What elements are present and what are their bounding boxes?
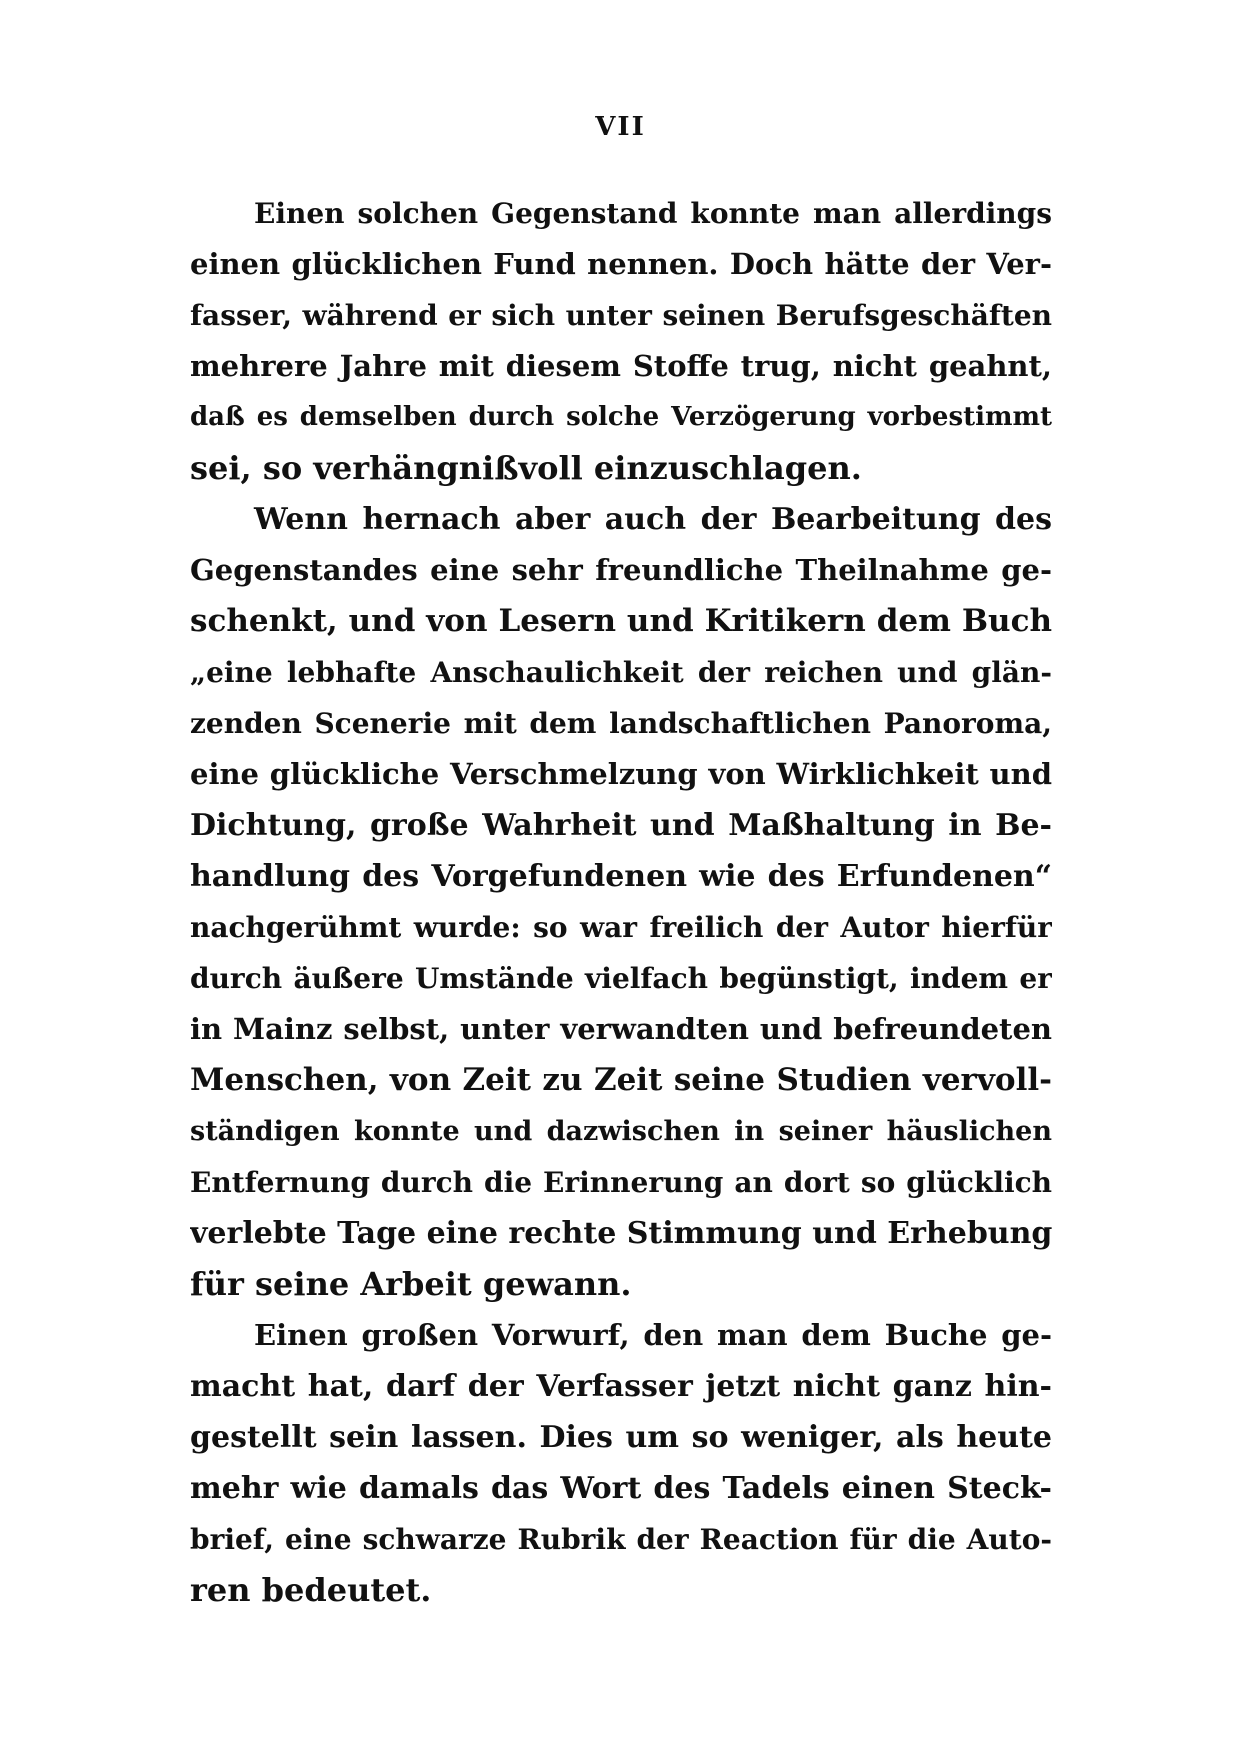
text-line: zenden Scenerie mit dem landschaftlichen Panoroma, bbox=[190, 707, 1052, 740]
text-line: Gegenstandes eine sehr freundliche Theilnahme ge- bbox=[190, 553, 1052, 587]
text-line: gestellt sein lassen. Dies um so weniger, als heute bbox=[190, 1420, 1052, 1455]
text-line: Dichtung, große Wahrheit und Maßhaltung in Be- bbox=[190, 808, 1052, 843]
page-number: VII bbox=[595, 112, 646, 142]
text-line: fasser, während er sich unter seinen Berufsgeschäften bbox=[190, 299, 1052, 332]
text-line: mehrere Jahre mit diesem Stoffe trug, nicht geahnt, bbox=[190, 349, 1052, 383]
text-line: „eine lebhafte Anschaulichkeit der reichen und glän- bbox=[190, 656, 1052, 689]
text-line: für seine Arbeit gewann. bbox=[190, 1265, 632, 1303]
text-line: ständigen konnte und dazwischen in seiner häuslichen bbox=[190, 1116, 1052, 1147]
text-line: ren bedeutet. bbox=[190, 1571, 432, 1609]
text-line: durch äußere Umstände vielfach begünstigt, indem er bbox=[190, 962, 1052, 995]
text-line: Einen solchen Gegenstand konnte man allerdings bbox=[254, 197, 1052, 230]
text-line: in Mainz selbst, unter verwandten und befreundeten bbox=[190, 1012, 1052, 1046]
text-line: Menschen, von Zeit zu Zeit seine Studien vervoll- bbox=[190, 1062, 1052, 1098]
text-line: brief, eine schwarze Rubrik der Reaction für die Auto- bbox=[190, 1523, 1052, 1556]
text-line: nachgerühmt wurde: so war freilich der Autor hierfür bbox=[190, 911, 1052, 944]
text-line: mehr wie damals das Wort des Tadels einen Steck- bbox=[190, 1471, 1052, 1506]
text-line: Entfernung durch die Erinnerung an dort so glücklich bbox=[190, 1166, 1052, 1199]
text-line: daß es demselben durch solche Verzögerung vorbestimmt bbox=[190, 402, 1052, 432]
text-line: verlebte Tage eine rechte Stimmung und Erhebung bbox=[190, 1216, 1052, 1251]
paragraph-3 bbox=[190, 1310, 1052, 1616]
text-line: einen glücklichen Fund nennen. Doch hätte der Ver- bbox=[190, 247, 1052, 281]
paragraph-1 bbox=[190, 188, 1052, 494]
text-line: sei, so verhängnißvoll einzuschlagen. bbox=[190, 449, 862, 487]
text-line: Wenn hernach aber auch der Bearbeitung des bbox=[254, 502, 1052, 537]
body-text bbox=[190, 188, 1052, 1616]
text-line: macht hat, darf der Verfasser jetzt nicht ganz hin- bbox=[190, 1369, 1052, 1404]
text-line: schenkt, und von Lesern und Kritikern dem Buch bbox=[190, 603, 1052, 639]
text-line: eine glückliche Verschmelzung von Wirklichkeit und bbox=[190, 757, 1052, 791]
paragraph-2 bbox=[190, 494, 1052, 1310]
text-line: Einen großen Vorwurf, den man dem Buche ge- bbox=[254, 1318, 1052, 1352]
text-line: handlung des Vorgefundenen wie des Erfundenen“ bbox=[190, 859, 1052, 894]
